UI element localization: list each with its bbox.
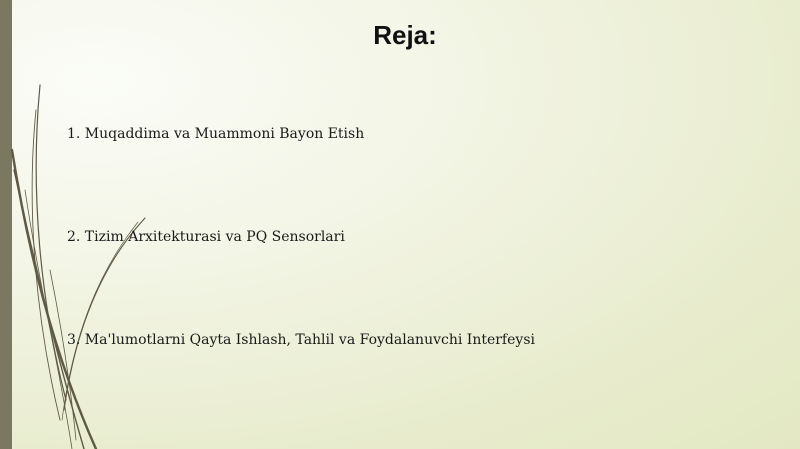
left-accent-bar	[0, 0, 12, 449]
plan-item-architecture: 2. Tizim Arxitekturasi va PQ Sensorlari	[67, 229, 345, 245]
slide-title: Reja:	[373, 20, 437, 50]
plan-item-data-processing: 3. Ma'lumotlarni Qayta Ishlash, Tahlil va Foydalanuvchi Interfeysi	[67, 332, 535, 348]
plan-item-introduction: 1. Muqaddima va Muammoni Bayon Etish	[67, 126, 365, 142]
